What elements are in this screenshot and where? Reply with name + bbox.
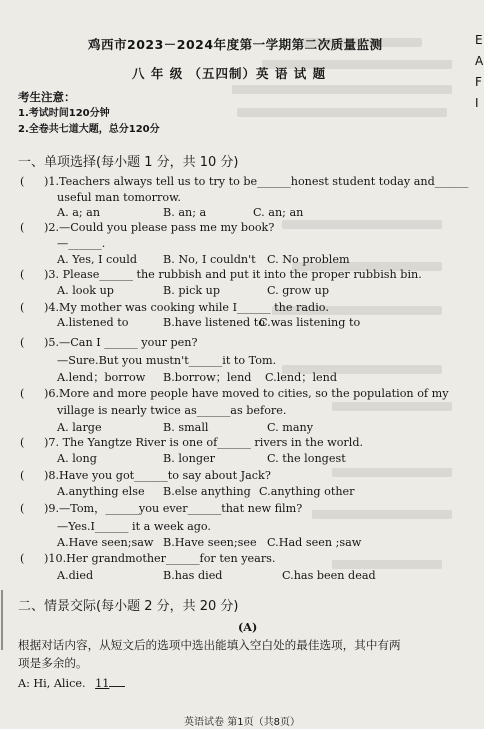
question-10-line1: )10.Her grandmother______for ten years. (44, 552, 276, 565)
option-c: C.lend；lend (265, 371, 338, 384)
part-label: (A) (238, 620, 258, 634)
edge-letter: I (475, 96, 479, 110)
option-c: C.has been dead (282, 569, 376, 582)
blank-line (109, 676, 125, 687)
question-6-line1: )6.More and more people have moved to cities, so the population of my (44, 387, 449, 400)
answer-paren: ( (20, 436, 25, 449)
question-4-line1: )4.My mother was cooking while I______ the radio. (44, 301, 329, 314)
note-item: 2.全卷共七道大题，总分120分 (18, 124, 160, 135)
answer-paren: ( (20, 387, 25, 400)
option-b: B.has died (163, 569, 223, 582)
answer-paren: ( (20, 221, 25, 234)
dialogue-line: A: Hi, Alice. (18, 677, 86, 690)
option-a: A. large (57, 421, 102, 434)
edge-letter: E (475, 33, 483, 47)
dialogue-start (18, 676, 125, 691)
option-b: B.have listened to (163, 316, 265, 329)
question-6-line2: village is nearly twice as______as before. (57, 404, 287, 417)
answer-paren: ( (20, 552, 25, 565)
question-1-line1: )1.Teachers always tell us to try to be______honest student today and______ (44, 175, 469, 188)
instruction-line1: 根据对话内容，从短文后的选项中选出能填入空白处的最佳选项，其中有两 (18, 638, 401, 652)
option-c: C. grow up (267, 284, 330, 297)
option-b: B. an; a (163, 206, 207, 219)
edge-letter: A (475, 54, 484, 68)
question-2-line1: )2.—Could you please pass me my book? (44, 221, 275, 234)
option-a: A. look up (57, 284, 114, 297)
section1-heading: 一、单项选择(每小题 1 分，共 10 分) (18, 155, 239, 170)
option-c: C. many (267, 421, 314, 434)
option-a: A.anything else (57, 485, 145, 498)
option-b: B.Have seen;see (163, 536, 257, 549)
question-9-line2: —Yes.I______ it a week ago. (57, 520, 211, 533)
option-c: C. an; an (253, 206, 304, 219)
right-edge-letters (475, 30, 484, 135)
section2-heading: 二、情景交际(每小题 2 分，共 20 分) (18, 599, 239, 614)
answer-paren: ( (20, 336, 25, 349)
page-footer: 英语试卷 第1页（共8页） (184, 717, 300, 728)
option-c: C.anything other (259, 485, 355, 498)
notes-heading: 考生注意： (18, 90, 76, 104)
option-a: A.Have seen;saw (57, 536, 154, 549)
option-b: B.borrow；lend (163, 371, 252, 384)
question-8-line1: )8.Have you got______to say about Jack? (44, 469, 271, 482)
option-a: A. Yes, I could (57, 253, 137, 266)
option-b: B. longer (163, 452, 215, 465)
answer-paren: ( (20, 502, 25, 515)
question-5-line2: —Sure.But you mustn't______it to Tom. (57, 354, 277, 367)
answer-paren: ( (20, 268, 25, 281)
answer-paren: ( (20, 301, 25, 314)
question-7-line1: )7. The Yangtze River is one of______ rivers in the world. (44, 436, 364, 449)
option-a: A.lend；borrow (57, 371, 146, 384)
note-item: 1.考试时间120分钟 (18, 108, 110, 119)
margin-mark (1, 590, 3, 650)
option-b: B. small (163, 421, 209, 434)
option-c: C. the longest (267, 452, 346, 465)
instruction-line2: 项是多余的。 (18, 656, 88, 670)
question-3-line1: )3. Please______ the rubbish and put it into the proper rubbish bin. (44, 268, 422, 281)
option-b: B. No, I couldn't (163, 253, 256, 266)
question-5-line1: )5.—Can I ______ your pen? (44, 336, 198, 349)
edge-letter: F (475, 75, 482, 89)
exam-subtitle: 八 年 级 （五四制）英 语 试 题 (132, 66, 327, 81)
option-b: B. pick up (163, 284, 221, 297)
option-c: C.Had seen ;saw (267, 536, 362, 549)
option-b: B.else anything (163, 485, 251, 498)
option-c: C. No problem (267, 253, 350, 266)
question-9-line1: )9.—Tom，______you ever______that new film? (44, 502, 303, 515)
option-a: A. long (57, 452, 97, 465)
option-a: A.died (57, 569, 94, 582)
answer-paren: ( (20, 469, 25, 482)
blank-number: 11 (95, 677, 110, 690)
question-1-line2: useful man tomorrow. (57, 191, 181, 204)
option-a: A. a; an (57, 206, 101, 219)
option-a: A.listened to (57, 316, 129, 329)
exam-title: 鸡西市2023－2024年度第一学期第二次质量监测 (88, 37, 383, 52)
question-2-line2: —______. (57, 237, 106, 250)
answer-paren: ( (20, 175, 25, 188)
option-c: C.was listening to (259, 316, 361, 329)
